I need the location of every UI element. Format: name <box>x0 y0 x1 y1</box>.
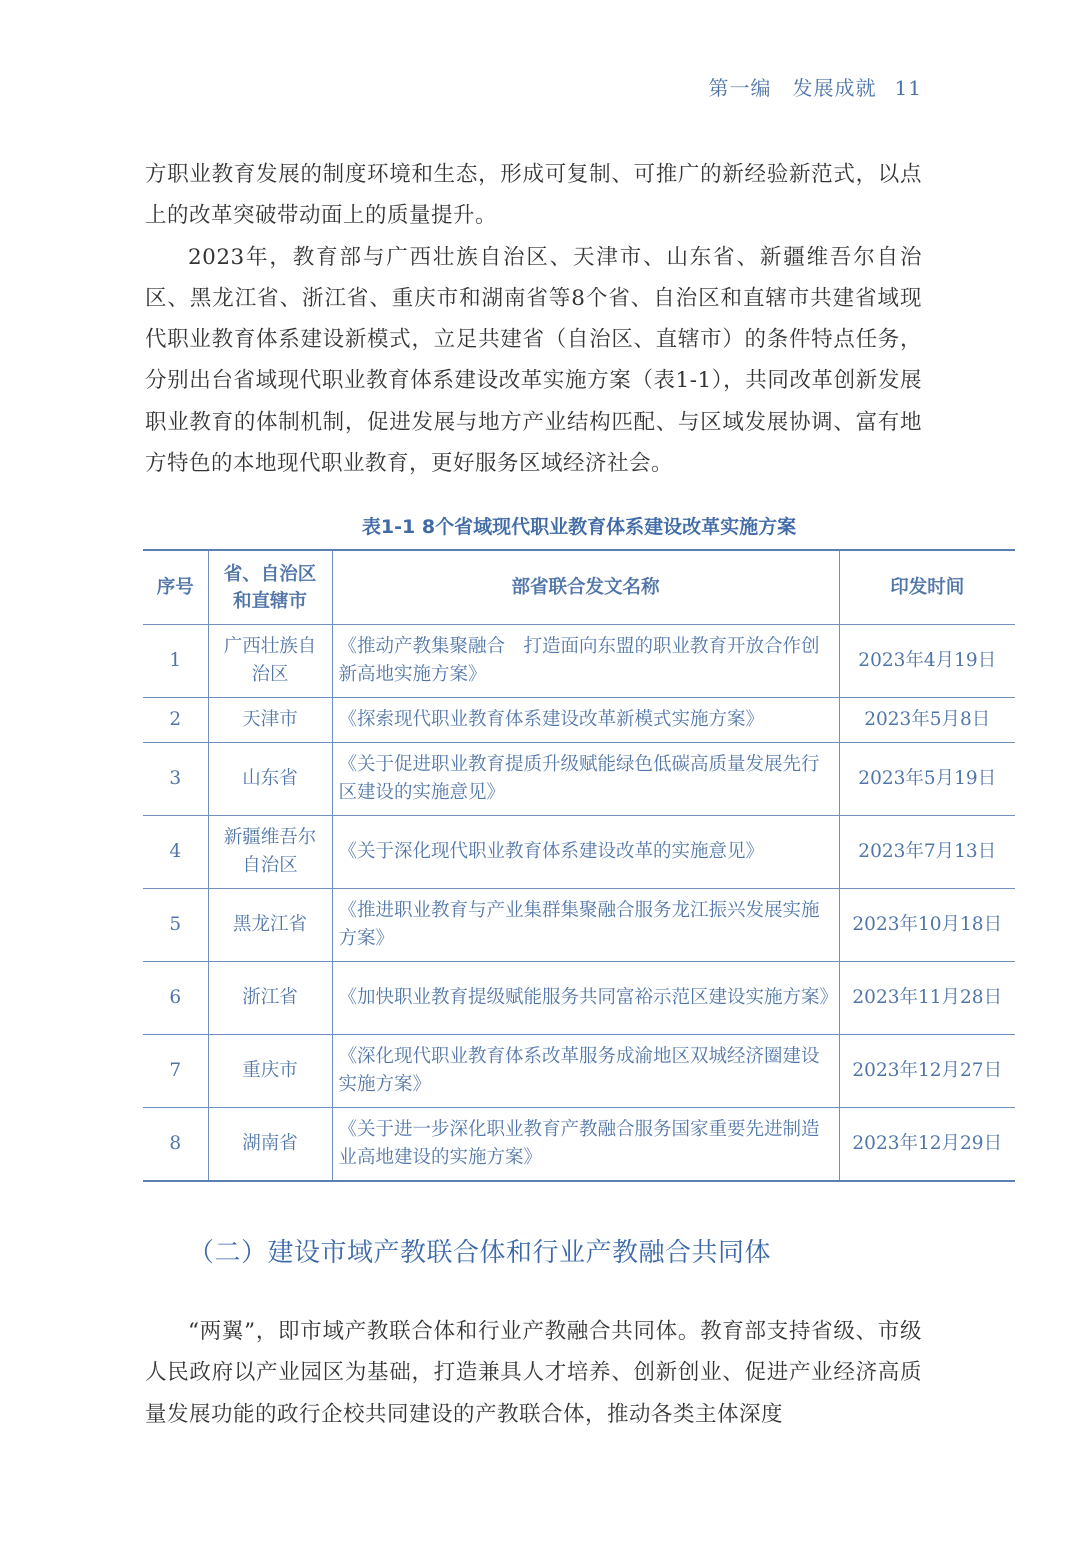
table-row <box>143 889 1015 962</box>
date-cell: 2023年11月28日 <box>839 962 1015 1035</box>
region-cell: 天津市 <box>208 698 332 743</box>
date-cell: 2023年4月19日 <box>839 625 1015 698</box>
paragraph: 方职业教育发展的制度环境和生态，形成可复制、可推广的新经验新范式，以点上的改革突破带动面上的质量提升。 <box>145 162 922 229</box>
row-number: 4 <box>143 816 208 889</box>
date-cell: 2023年7月13日 <box>839 816 1015 889</box>
table-row <box>143 816 1015 889</box>
paragraph: 2023年，教育部与广西壮族自治区、天津市、山东省、新疆维吾尔自治区、黑龙江省、浙江省、重庆市和湖南省等8个省、自治区和直辖市共建省域现代职业教育体系建设新模式，立足共建省（自治区、直辖市）的条件特点任务，分别出台省域现代职业教育体系建设改革实施方案（表1-1），共同改革创新发展职业教育的体制机制，促进发展与地方产业结构匹配、与区域发展协调、富有地方特色的本地现代职业教育，更好服务区域经济社会。 <box>145 244 922 477</box>
region-cell: 山东省 <box>208 743 332 816</box>
section-heading: （二）建设市域产教联合体和行业产教融合共同体 <box>188 1238 772 1268</box>
row-number: 3 <box>143 743 208 816</box>
table-row <box>143 1108 1015 1181</box>
document-name-cell: 《探索现代职业教育体系建设改革新模式实施方案》 <box>332 698 839 743</box>
section2-text <box>145 1311 922 1435</box>
region-cell: 新疆维吾尔自治区 <box>208 816 332 889</box>
table-row <box>143 962 1015 1035</box>
intro-text <box>145 154 922 484</box>
paragraph: “两翼”，即市域产教联合体和行业产教融合共同体。教育部支持省级、市级人民政府以产业园区为基础，打造兼具人才培养、创新创业、促进产业经济高质量发展功能的政行企校共同建设的产教联合体，推动各类主体深度 <box>145 1319 922 1427</box>
date-cell: 2023年10月18日 <box>839 889 1015 962</box>
date-cell: 2023年12月27日 <box>839 1035 1015 1108</box>
table-row <box>143 698 1015 743</box>
running-header <box>691 72 922 101</box>
row-number: 7 <box>143 1035 208 1108</box>
date-cell: 2023年12月29日 <box>839 1108 1015 1181</box>
page-number: 11 <box>894 76 922 100</box>
col-header: 印发时间 <box>839 550 1015 625</box>
date-cell: 2023年5月8日 <box>839 698 1015 743</box>
document-name-cell: 《加快职业教育提级赋能服务共同富裕示范区建设实施方案》 <box>332 962 839 1035</box>
row-number: 2 <box>143 698 208 743</box>
region-cell: 黑龙江省 <box>208 889 332 962</box>
row-number: 5 <box>143 889 208 962</box>
col-header: 省、自治区和直辖市 <box>208 550 332 625</box>
row-number: 1 <box>143 625 208 698</box>
region-cell: 重庆市 <box>208 1035 332 1108</box>
table-row <box>143 1035 1015 1108</box>
document-name-cell: 《推进职业教育与产业集群集聚融合服务龙江振兴发展实施方案》 <box>332 889 839 962</box>
col-header: 部省联合发文名称 <box>332 550 839 625</box>
section-name: 第一编 发展成就 <box>708 76 877 100</box>
table-title: 表1-1 8个省域现代职业教育体系建设改革实施方案 <box>361 516 797 538</box>
date-cell: 2023年5月19日 <box>839 743 1015 816</box>
col-header: 序号 <box>143 550 208 625</box>
document-name-cell: 《深化现代职业教育体系改革服务成渝地区双城经济圈建设实施方案》 <box>332 1035 839 1108</box>
document-name-cell: 《关于深化现代职业教育体系建设改革的实施意见》 <box>332 816 839 889</box>
table-row <box>143 743 1015 816</box>
table-header-row <box>143 550 1015 625</box>
document-name-cell: 《关于进一步深化职业教育产教融合服务国家重要先进制造业高地建设的实施方案》 <box>332 1108 839 1181</box>
document-name-cell: 《关于促进职业教育提质升级赋能绿色低碳高质量发展先行区建设的实施意见》 <box>332 743 839 816</box>
region-cell: 浙江省 <box>208 962 332 1035</box>
plans-table <box>143 549 1015 1182</box>
region-cell: 广西壮族自治区 <box>208 625 332 698</box>
row-number: 6 <box>143 962 208 1035</box>
table-row <box>143 625 1015 698</box>
region-cell: 湖南省 <box>208 1108 332 1181</box>
row-number: 8 <box>143 1108 208 1181</box>
document-name-cell: 《推动产教集聚融合 打造面向东盟的职业教育开放合作创新高地实施方案》 <box>332 625 839 698</box>
